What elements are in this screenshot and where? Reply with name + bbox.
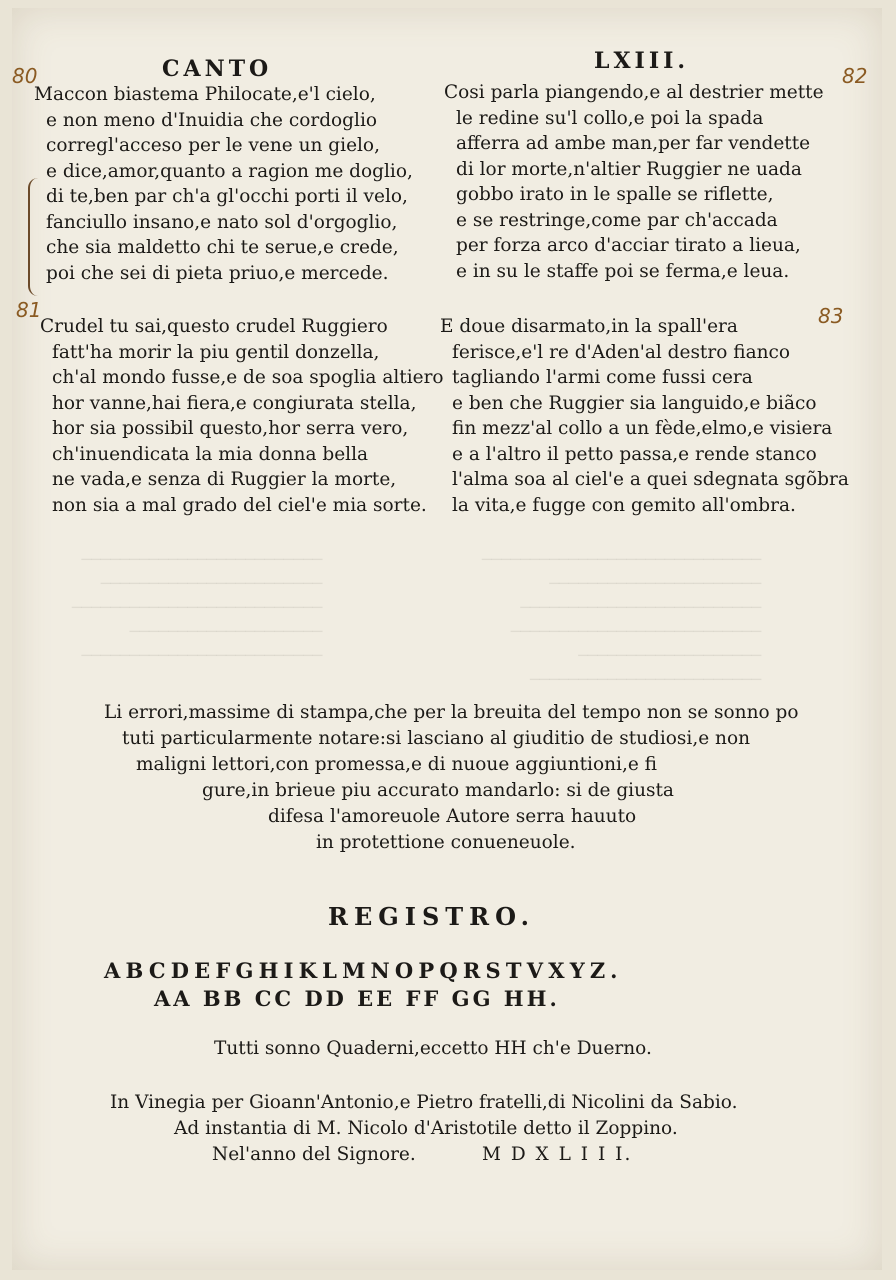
verse-line: ch'inuendicata la mia donna bella bbox=[52, 443, 369, 465]
stanza-number-81: 81 bbox=[16, 298, 42, 322]
verse-line: e se restringe,come par ch'accada bbox=[456, 209, 778, 231]
verse-line: di te,ben par ch'a gl'occhi porti il velo, bbox=[46, 186, 408, 207]
registro-title: REGISTRO. bbox=[328, 902, 535, 931]
signature-alphabet: ABCDEFGHIKLMNOPQRSTVXYZ. bbox=[104, 958, 623, 983]
stanza-82 bbox=[444, 80, 824, 284]
verse-line: e a l'altro il petto passa,e rende stanco bbox=[452, 443, 817, 465]
verse-line: di lor morte,n'altier Ruggier ne uada bbox=[456, 158, 802, 180]
verse-line: le redine su'l collo,e poi la spada bbox=[456, 107, 764, 129]
verse-line: hor vanne,hai fiera,e congiurata stella, bbox=[52, 392, 417, 414]
verse-line: fin mezz'al collo a un fède,elmo,e visiera bbox=[452, 418, 833, 439]
errata-line: difesa l'amoreuole Autore serra hauuto bbox=[268, 806, 637, 827]
verse-line: e dice,amor,quanto a ragion me doglio, bbox=[46, 160, 413, 182]
stanza-81 bbox=[40, 314, 444, 518]
book-page bbox=[12, 8, 882, 1270]
quaderni-note: Tutti sonno Quaderni,eccetto HH ch'e Duerno. bbox=[214, 1038, 652, 1059]
verse-line: non sia a mal grado del ciel'e mia sorte. bbox=[52, 494, 427, 516]
verse-line: poi che sei di pieta priuo,e mercede. bbox=[46, 262, 389, 284]
errata-line: in protettione conueneuole. bbox=[316, 832, 576, 853]
verse-line: tagliando l'armi come fussi cera bbox=[452, 367, 753, 388]
colophon-year: M D X L I I I. bbox=[482, 1144, 633, 1165]
running-head-canto: CANTO bbox=[162, 56, 273, 82]
verse-line: ferisce,e'l re d'Aden'al destro fianco bbox=[452, 341, 791, 363]
stanza-number-80: 80 bbox=[12, 64, 38, 88]
verse-line: ch'al mondo fusse,e de soa spoglia altiero bbox=[52, 367, 444, 388]
show-through-texture: ───────────────────────── ─────────────────────── ────────────────────────── ──────────────────── ───────────────────────── bbox=[72, 550, 323, 665]
verse-line: Crudel tu sai,questo crudel Ruggiero bbox=[40, 316, 388, 337]
verse-line: Cosi parla piangendo,e al destrier mette bbox=[444, 82, 824, 103]
verse-line: corregl'acceso per le vene un gielo, bbox=[46, 135, 380, 156]
verse-line: e ben che Ruggier sia languido,e biãco bbox=[452, 392, 817, 414]
verse-line: afferra ad ambe man,per far vendette bbox=[456, 133, 811, 154]
verse-line: e in su le staffe poi se ferma,e leua. bbox=[456, 260, 790, 282]
verse-line: che sia maldetto chi te serue,e crede, bbox=[46, 237, 399, 258]
errata-notice bbox=[12, 700, 882, 860]
verse-line: Maccon biastema Philocate,e'l cielo, bbox=[34, 84, 376, 105]
colophon-year-label: Nel'anno del Signore. bbox=[212, 1144, 416, 1165]
colophon-instance: Ad instantia di M. Nicolo d'Aristotile detto il Zoppino. bbox=[174, 1118, 678, 1139]
verse-line: hor sia possibil questo,hor serra vero, bbox=[52, 418, 409, 439]
colophon-printers: In Vinegia per Gioann'Antonio,e Pietro fratelli,di Nicolini da Sabio. bbox=[110, 1092, 738, 1113]
running-head-folio: LXIII. bbox=[594, 48, 690, 74]
errata-line: Li errori,massime di stampa,che per la breuita del tempo non se sonno po bbox=[104, 702, 799, 723]
verse-line: per forza arco d'acciar tirato a lieua, bbox=[456, 235, 801, 256]
stanza-80 bbox=[34, 82, 413, 286]
stanza-83 bbox=[440, 314, 849, 518]
verse-line: l'alma soa al ciel'e a quei sdegnata sgõbra bbox=[452, 469, 849, 490]
errata-line: tuti particularmente notare:si lasciano al giuditio de studiosi,e non bbox=[122, 728, 751, 749]
stanza-number-82: 82 bbox=[842, 64, 868, 88]
signature-doubles: AA BB CC DD EE FF GG HH. bbox=[154, 986, 560, 1011]
stanza-number-83: 83 bbox=[818, 304, 844, 328]
verse-line: e non meno d'Inuidia che cordoglio bbox=[46, 109, 377, 131]
verse-line: la vita,e fugge con gemito all'ombra. bbox=[452, 494, 796, 516]
errata-line: gure,in brieue piu accurato mandarlo: si de giusta bbox=[202, 780, 674, 801]
verse-line: fanciullo insano,e nato sol d'orgoglio, bbox=[46, 211, 398, 233]
verse-line: fatt'ha morir la piu gentil donzella, bbox=[52, 341, 380, 363]
verse-line: gobbo irato in le spalle se riflette, bbox=[456, 184, 774, 205]
verse-line: E doue disarmato,in la spall'era bbox=[440, 316, 738, 337]
show-through-texture: ───────────────────────────── ────────────────────── ───────────────────────── ────────────────────────── ─────────────────── ──────────────────────── bbox=[482, 550, 762, 689]
errata-line: maligni lettori,con promessa,e di nuoue aggiuntioni,e fi bbox=[136, 754, 657, 775]
verse-line: ne vada,e senza di Ruggier la morte, bbox=[52, 469, 397, 490]
